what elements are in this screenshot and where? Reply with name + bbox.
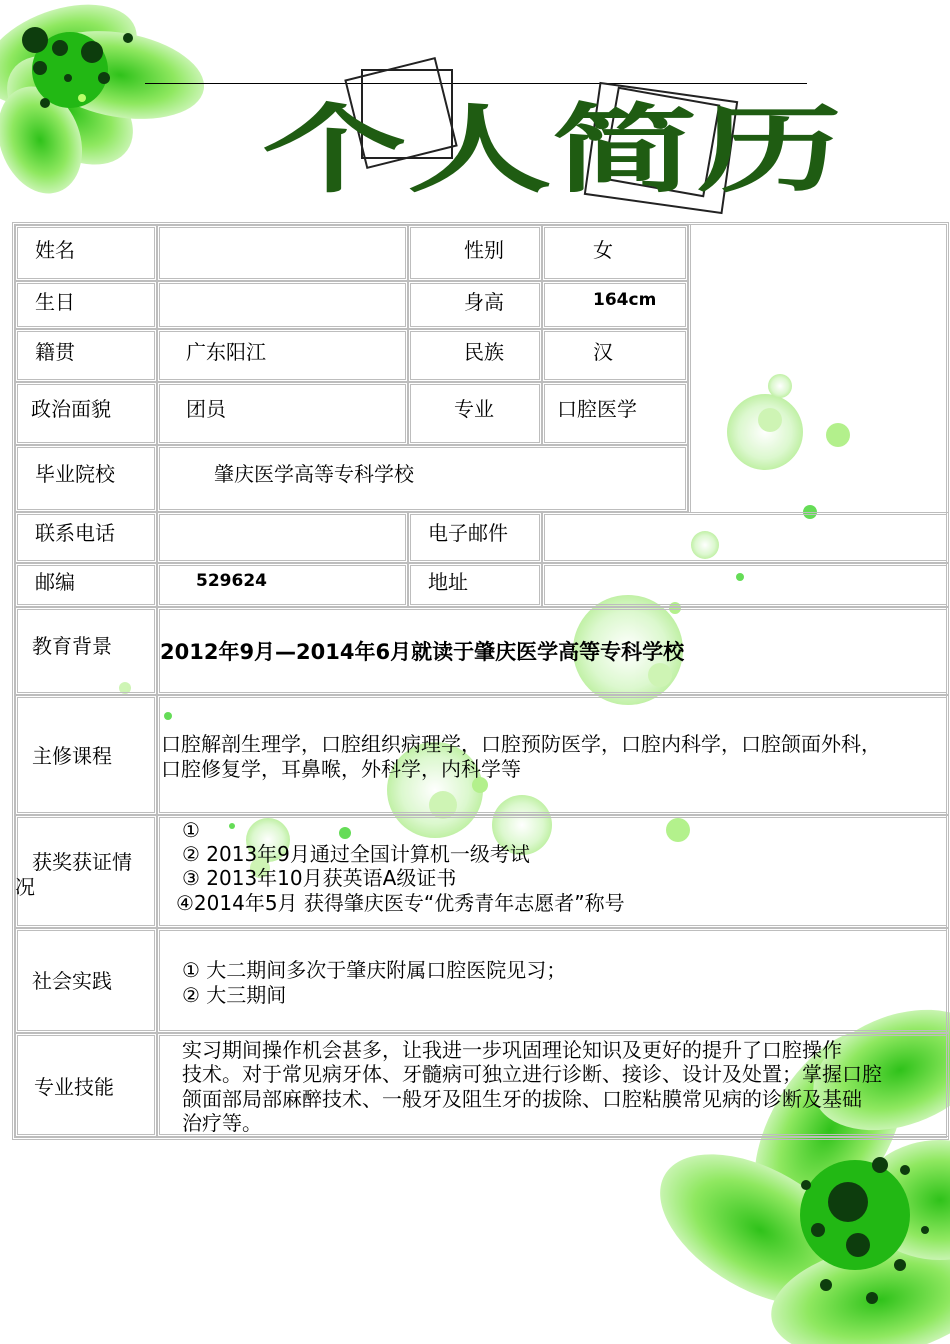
label-political-status: 政治面貌 bbox=[15, 382, 157, 445]
label-birthday: 生日 bbox=[15, 281, 157, 329]
label-email: 电子邮件 bbox=[408, 512, 542, 563]
value-major: 口腔医学 bbox=[542, 382, 688, 445]
value-native-place: 广东阳江 bbox=[157, 329, 408, 382]
label-gender: 性别 bbox=[408, 225, 542, 281]
value-gender: 女 bbox=[542, 225, 688, 281]
value-ethnicity: 汉 bbox=[542, 329, 688, 382]
value-email bbox=[542, 512, 949, 563]
label-skills: 专业技能 bbox=[15, 1033, 157, 1137]
value-skills: 实习期间操作机会甚多，让我进一步巩固理论知识及更好的提升了口腔操作 技术。对于常见病牙体、牙髓病可独立进行诊断、接诊、设计及处置；掌握口腔 颌面部局部麻醉技术、一般牙及阻生牙的拔除、口腔粘膜常见病的诊断及基础 治疗等。 bbox=[157, 1033, 949, 1137]
value-awards: ① ② 2013年9月通过全国计算机一级考试 ③ 2013年10月获英语A级证书 ④2014年5月 获得肇庆医专“优秀青年志愿者”称号 bbox=[157, 815, 949, 928]
title-char-1: 个人简历 bbox=[262, 93, 842, 206]
label-postcode: 邮编 bbox=[15, 563, 157, 607]
value-education: 2012年9月—2014年6月就读于肇庆医学高等专科学校 bbox=[157, 607, 949, 695]
label-phone: 联系电话 bbox=[15, 512, 157, 563]
label-school: 毕业院校 bbox=[15, 445, 157, 512]
value-practice: ① 大二期间多次于肇庆附属口腔医院见习； ② 大三期间 bbox=[157, 928, 949, 1033]
label-courses: 主修课程 bbox=[15, 695, 157, 815]
value-address bbox=[542, 563, 949, 607]
label-practice: 社会实践 bbox=[15, 928, 157, 1033]
label-awards: 获奖获证情 况 bbox=[15, 815, 157, 928]
label-name: 姓名 bbox=[15, 225, 157, 281]
label-address: 地址 bbox=[408, 563, 542, 607]
label-education: 教育背景 bbox=[15, 607, 157, 695]
value-school: 肇庆医学高等专科学校 bbox=[157, 445, 688, 512]
photo-box bbox=[688, 225, 949, 512]
value-name bbox=[157, 225, 408, 281]
label-major: 专业 bbox=[408, 382, 542, 445]
label-ethnicity: 民族 bbox=[408, 329, 542, 382]
value-political-status: 团员 bbox=[157, 382, 408, 445]
value-height: 164cm bbox=[542, 281, 688, 329]
value-postcode: 529624 bbox=[157, 563, 408, 607]
value-birthday bbox=[157, 281, 408, 329]
value-courses: 口腔解剖生理学，口腔组织病理学，口腔预防医学，口腔内科学，口腔颌面外科， 口腔修复学，耳鼻喉，外科学，内科学等 bbox=[157, 695, 949, 815]
value-phone bbox=[157, 512, 408, 563]
label-native-place: 籍贯 bbox=[15, 329, 157, 382]
resume-title bbox=[0, 0, 950, 230]
label-height: 身高 bbox=[408, 281, 542, 329]
